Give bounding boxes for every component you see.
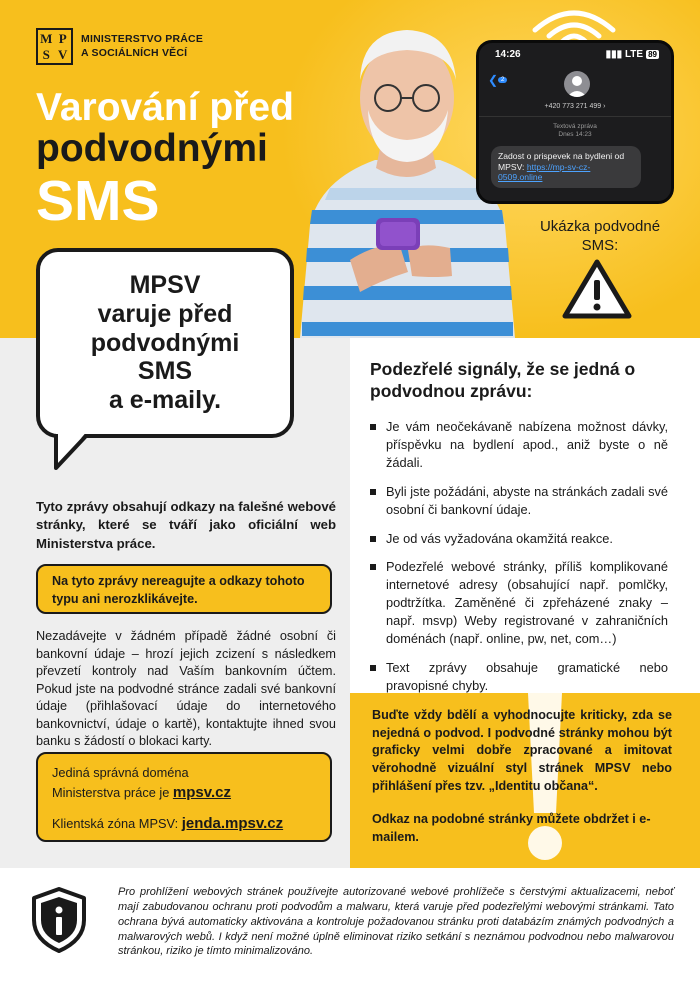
list-item: Podezřelé webové stránky, příliš komplikované internetové adresy (obsahující např. pomlčky, podtržítka. Zaměněné či zpřeházené znaky – např. msvp) Weby registrované v zahraničních doménách (např. online, pw, net, com…) xyxy=(370,558,668,648)
shield-info-icon xyxy=(30,886,88,954)
wifi-signal-icon xyxy=(529,4,619,44)
back-chevron-icon[interactable]: ❮ xyxy=(488,73,499,87)
list-item: Byli jste požádáni, abyste na stránkách zadali své osobní či bankovní údaje. xyxy=(370,483,668,519)
battery-icon: 89 xyxy=(648,50,657,59)
intro-warning: Tyto zprávy obsahují odkazy na falešné webové stránky, které se tváří jako oficiální web Ministerstva práce. xyxy=(36,499,336,551)
warning-triangle-icon xyxy=(561,258,633,320)
logo-mark: M P S V xyxy=(36,28,73,65)
speech-bubble-tail xyxy=(54,430,94,470)
signals-title: Podezřelé signály, že se jedná o podvodnou zprávu: xyxy=(370,359,636,402)
mpsv-logo[interactable] xyxy=(36,28,203,65)
footer-browser-advice: Pro prohlížení webových stránek používejte autorizované webové prohlížeče s čerstvými aktualizacemi, neboť mají zabudovanou ochranu proti podvodům a malwaru, která varuje před podezřelými webovými stránkami. Tato ochrana bývá automaticky aktivována a kontroluje požadovanou stránku proti databázím známých podvodných a malwarových webů. I když není možné úplně eliminovat riziko setkání s neznámou podvodnou nebo malwarovou stránkou, riziko je tímto minimalizováno. xyxy=(118,886,674,958)
body-text: Nezadávejte v žádném případě žádné osobní či bankovní údaje – hrozí jejich zcizení s následkem převzetí kontroly nad Vaším bankovním účtem. Pokud jste na podvodné stránce zadali své bankovní údaje (přihlašovací údaje do internetového bankovnictví, údaje o kartě), kontaktujte ihned svou banku s žádostí o blokaci karty. xyxy=(36,629,336,749)
logo-text: MINISTERSTVO PRÁCE A SOCIÁLNÍCH VĚCÍ xyxy=(81,32,204,59)
sender-number[interactable]: +420 773 271 499 › xyxy=(544,103,606,110)
vigilance-text: Buďte vždy bdělí a vyhodnocujte kriticky, zda se nejedná o podvod. I podvodné stránky mohou být graficky velmi dobře zpracované a imitovat věrohodně vizuální styl stránek MPSV nebo přihlášení přes tzv. „Identitu občana“. xyxy=(372,708,672,793)
vigilance-panel xyxy=(350,693,700,868)
unread-badge: 2 xyxy=(498,77,507,83)
sample-sms-label: Ukázka podvodné SMS: xyxy=(539,218,661,254)
sms-bubble: Zadost o prispevek na bydleni od MPSV: https://mp-sv-cz-0509.online xyxy=(491,146,641,188)
client-zone-link[interactable]: jenda.mpsv.cz xyxy=(181,814,284,832)
signals-list xyxy=(370,418,668,706)
list-item: Je od vás vyžadována okamžitá reakce. xyxy=(370,530,668,548)
fraud-link[interactable]: https://mp-sv-cz-0509.online xyxy=(498,161,591,183)
email-note: Odkaz na podobné stránky můžete obdržet i e-mailem. xyxy=(372,812,651,844)
official-domain-box: Jediná správná doména Ministerstva práce je mpsv.cz Klientská zóna MPSV: jenda.mpsv.cz xyxy=(36,752,332,842)
phone-sms-mockup xyxy=(476,40,674,204)
signal-icon: ▮▮▮ xyxy=(605,49,623,60)
speech-bubble: MPSV varuje před podvodnými SMS a e-maily. xyxy=(36,248,294,438)
list-item: Text zprávy obsahuje gramatické nebo pravopisné chyby. xyxy=(370,659,668,695)
phone-status-bar: 14:26 ▮▮▮ LTE 89 xyxy=(495,49,657,60)
contact-avatar-icon xyxy=(564,71,590,97)
message-meta: Textová zpráva Dnes 14:23 xyxy=(553,123,597,139)
official-domain-link[interactable]: mpsv.cz xyxy=(172,783,231,801)
page-title: Varování před podvodnými SMS xyxy=(36,86,294,233)
do-not-react-box: Na tyto zprávy nereagujte a odkazy tohoto typu ani nerozklikávejte. xyxy=(36,564,332,614)
list-item: Je vám neočekávaně nabízena možnost dávky, příspěvku na bydlení apod., aniž byste o ně žádali. xyxy=(370,418,668,472)
